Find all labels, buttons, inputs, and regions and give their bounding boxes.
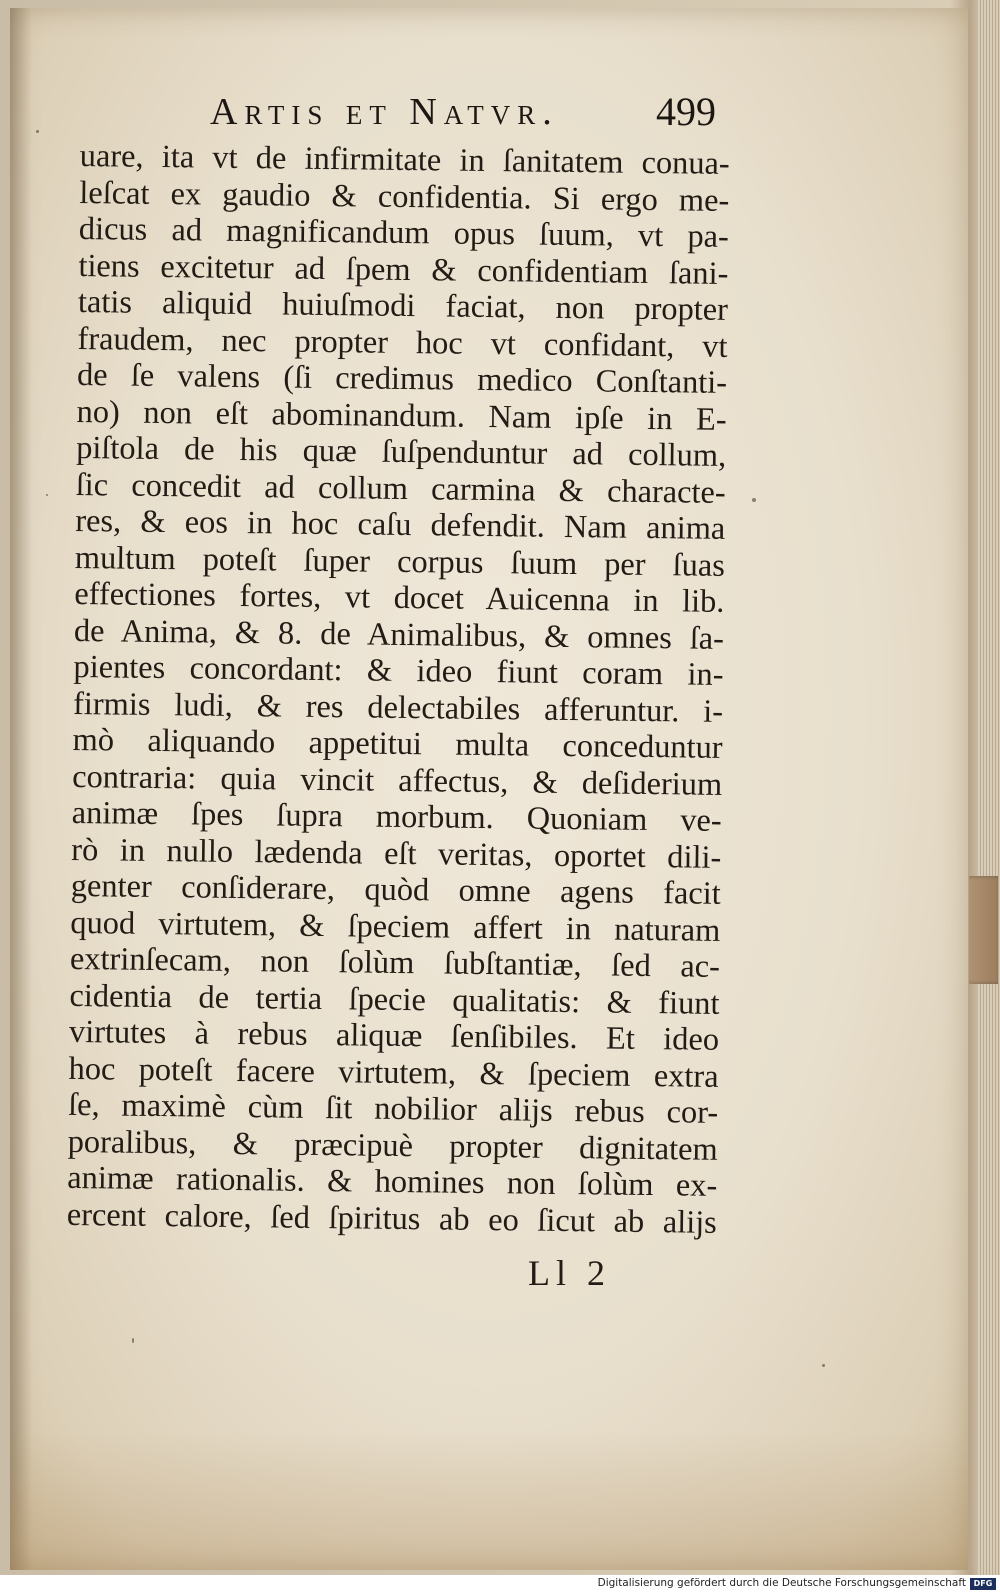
text-line: ſe, maximè cùm ſit nobilior alijs rebus cor- bbox=[67, 1086, 719, 1131]
text-line: multum poteſt ſuper corpus ſuum per ſuas bbox=[74, 539, 726, 584]
text-line: res, & eos in hoc caſu defendit. Nam anima bbox=[75, 502, 726, 547]
text-line: genter conſiderare, quòd omne agens facit bbox=[70, 867, 722, 912]
text-line: uare, ita vt de infirmitate in ſanitatem conua- bbox=[79, 138, 730, 182]
text-line: rò in nullo lædenda eſt veritas, oportet dili- bbox=[71, 831, 722, 876]
text-line: leſcat ex gaudio & confidentia. Si ergo me- bbox=[79, 174, 730, 219]
page-edges bbox=[978, 0, 1000, 1575]
text-line: cidentia de tertia ſpecie qualitatis: & fiunt bbox=[69, 977, 720, 1022]
body-text bbox=[67, 138, 730, 1241]
text-line: ſic concedit ad collum carmina & characte- bbox=[75, 466, 726, 511]
page-gutter-shadow bbox=[10, 8, 32, 1570]
text-line: animæ rationalis. & homines non ſolùm ex- bbox=[67, 1159, 718, 1204]
text-line: tiens excitetur ad ſpem & confidentiam ſani- bbox=[78, 247, 729, 292]
text-line: tatis aliquid huiuſmodi faciat, non propter bbox=[77, 283, 729, 328]
text-line: poralibus, & præcipuè propter dignitatem bbox=[67, 1123, 718, 1168]
dfg-logo: DFG bbox=[970, 1578, 996, 1590]
ink-speck bbox=[132, 1338, 134, 1343]
digitization-credit: Digitalisierung gefördert durch die Deutsche Forschungsgemeinschaft bbox=[597, 1577, 966, 1589]
page-number: 499 bbox=[656, 89, 716, 134]
text-line: piſtola de his quæ ſuſpenduntur ad collum, bbox=[75, 429, 727, 474]
text-line: effectiones fortes, vt docet Auicenna in lib. bbox=[74, 575, 725, 620]
text-line: hoc poteſt facere virtutem, & ſpeciem extra bbox=[68, 1050, 719, 1095]
text-line: animæ ſpes ſupra morbum. Quoniam ve- bbox=[71, 794, 722, 839]
running-head bbox=[180, 88, 740, 138]
text-line: ercent calore, ſed ſpiritus ab eo ſicut ab alijs bbox=[66, 1196, 718, 1241]
ink-speck bbox=[36, 130, 39, 133]
ink-speck bbox=[46, 494, 48, 496]
text-line: no) non eſt abominandum. Nam ipſe in E- bbox=[76, 393, 727, 438]
text-line: quod virtutem, & ſpeciem affert in naturam bbox=[70, 904, 721, 949]
text-line: de ſe valens (ſi credimus medico Conſtanti- bbox=[76, 356, 728, 401]
text-line: firmis ludi, & res delectabiles afferuntur. i- bbox=[72, 685, 724, 730]
text-line: dicus ad magnificandum opus ſuum, vt pa- bbox=[78, 210, 730, 255]
running-title: Artis et Natvr. bbox=[210, 91, 559, 133]
ink-speck bbox=[822, 1364, 825, 1367]
text-line: extrinſecam, non ſolùm ſubſtantiæ, ſed ac- bbox=[69, 940, 721, 985]
page-foxing-stain bbox=[10, 1430, 968, 1570]
ink-speck bbox=[752, 498, 756, 502]
text-line: pientes concordant: & ideo fiunt coram in- bbox=[73, 648, 724, 693]
text-line: contraria: quia vincit affectus, & deſiderium bbox=[71, 758, 723, 803]
text-line: de Anima, & 8. de Animalibus, & omnes ſa- bbox=[73, 612, 725, 657]
signature-mark: Ll 2 bbox=[528, 1253, 611, 1293]
text-line: mò aliquando appetitui multa conceduntur bbox=[72, 721, 723, 766]
text-line: fraudem, nec propter hoc vt confidant, vt bbox=[77, 320, 728, 365]
text-line: virtutes à rebus aliquæ ſenſibiles. Et ideo bbox=[68, 1013, 720, 1058]
